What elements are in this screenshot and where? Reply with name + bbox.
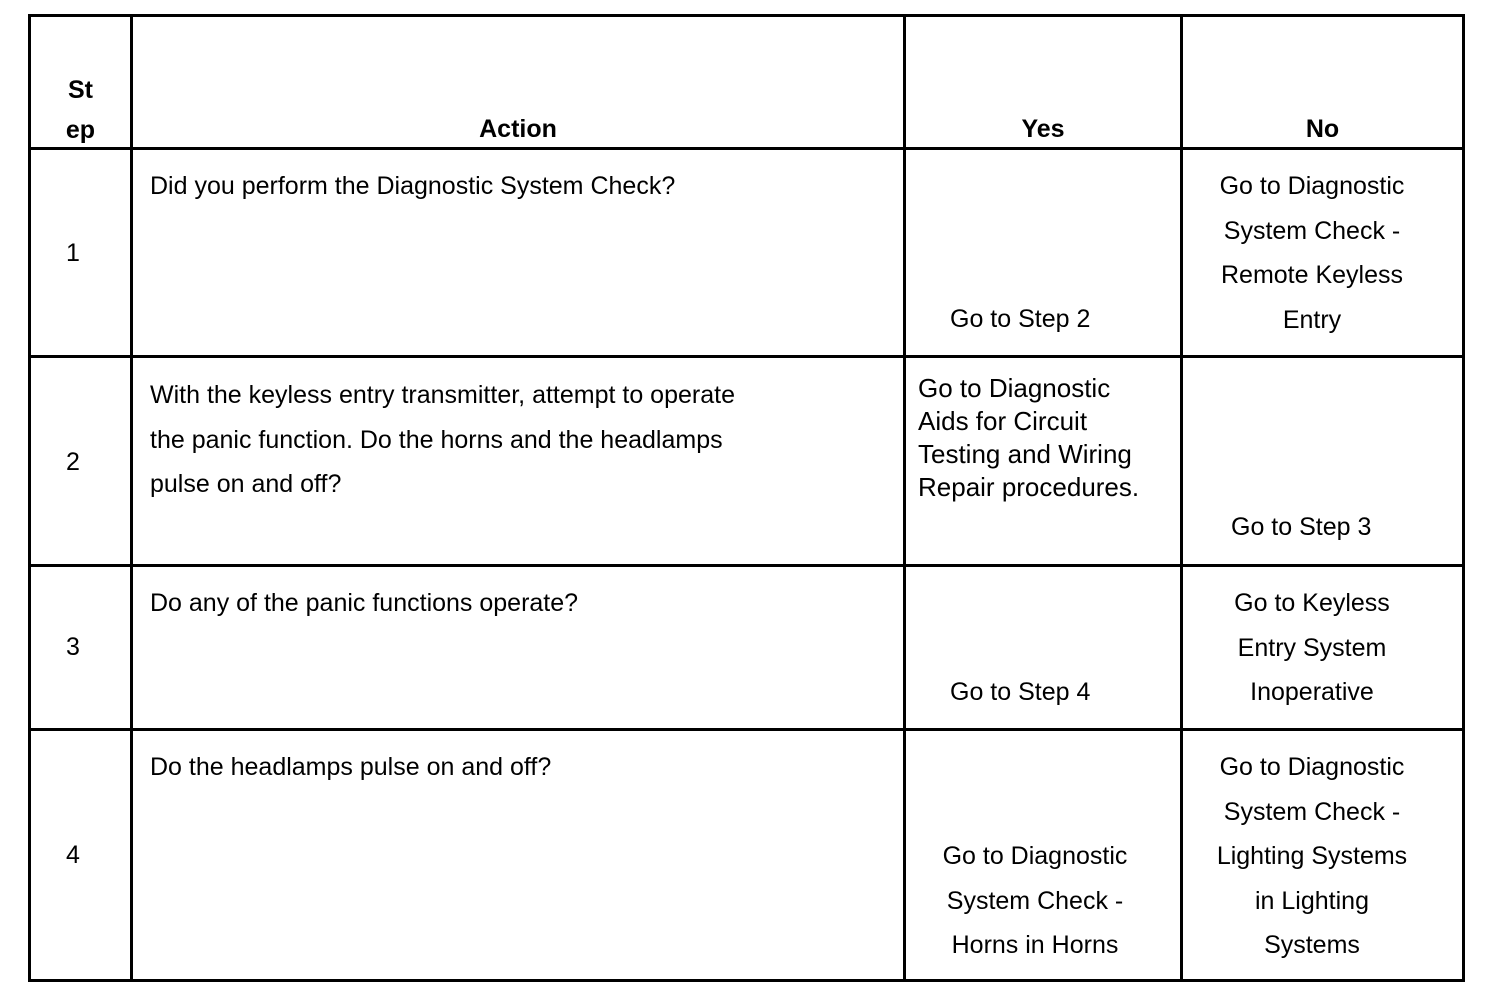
yes-cell [915, 834, 1155, 968]
step-number: 2 [66, 448, 80, 476]
yes-text: Go to Diagnostic [942, 842, 1128, 870]
action-text: Did you perform the Diagnostic System Check? [150, 172, 676, 200]
no-text: Remote Keyless [1220, 261, 1404, 289]
yes-text: Go to Step 4 [950, 678, 1091, 706]
no-cell [1231, 505, 1371, 550]
yes-cell [918, 372, 1139, 504]
row-divider [28, 564, 1465, 567]
no-text: Systems [1264, 931, 1360, 959]
step-number: 4 [66, 841, 80, 869]
table-border-right [1462, 14, 1465, 982]
header-step-line1: St [68, 76, 93, 104]
header-step-line2: ep [65, 116, 96, 144]
header-no: No [1305, 115, 1340, 143]
action-text: With the keyless entry transmitter, attempt to operate [150, 381, 735, 409]
table-border-top [28, 14, 1465, 17]
yes-text: Testing and Wiring [918, 439, 1132, 469]
no-text: Go to Diagnostic [1219, 753, 1405, 781]
no-text: Go to Diagnostic [1219, 172, 1405, 200]
no-text: Entry [1282, 305, 1342, 334]
action-text: Do the headlamps pulse on and off? [150, 753, 552, 781]
yes-text: Aids for Circuit [918, 406, 1088, 436]
no-text: Inoperative [1250, 678, 1374, 706]
row-divider [28, 355, 1465, 358]
table-border-left [28, 14, 31, 982]
yes-text: Repair procedures. [918, 472, 1140, 502]
yes-text: Go to Step 2 [950, 305, 1091, 333]
action-text: pulse on and off? [150, 470, 342, 498]
action-text: Do any of the panic functions operate? [150, 589, 579, 617]
header-action: Action [479, 115, 557, 143]
step-number: 1 [66, 239, 80, 267]
no-text: Lighting Systems [1216, 842, 1408, 870]
action-cell [150, 745, 551, 790]
no-text: Go to Step 3 [1231, 513, 1372, 541]
action-cell [150, 164, 675, 209]
yes-cell [950, 297, 1090, 342]
no-cell [1192, 581, 1432, 715]
action-cell [150, 581, 578, 626]
action-text: the panic function. Do the horns and the headlamps [150, 425, 723, 454]
yes-text: Horns in Horns [951, 931, 1119, 959]
column-divider [903, 14, 906, 982]
header-yes: Yes [1021, 115, 1065, 143]
row-divider [28, 728, 1465, 731]
header-step [31, 70, 130, 150]
column-divider [1180, 14, 1183, 982]
no-text: Entry System [1237, 633, 1387, 662]
no-text: System Check - [1223, 797, 1401, 826]
no-text: in Lighting [1255, 886, 1369, 915]
step-number: 3 [66, 633, 80, 661]
yes-cell [950, 670, 1090, 715]
no-cell [1192, 164, 1432, 342]
no-text: Go to Keyless [1234, 589, 1390, 617]
table-border-bottom [28, 979, 1465, 982]
yes-text: Go to Diagnostic [918, 373, 1111, 403]
yes-text: System Check - [946, 886, 1124, 915]
no-cell [1192, 745, 1432, 968]
no-text: System Check - [1223, 216, 1401, 245]
action-cell [150, 373, 735, 507]
column-divider [130, 14, 133, 982]
